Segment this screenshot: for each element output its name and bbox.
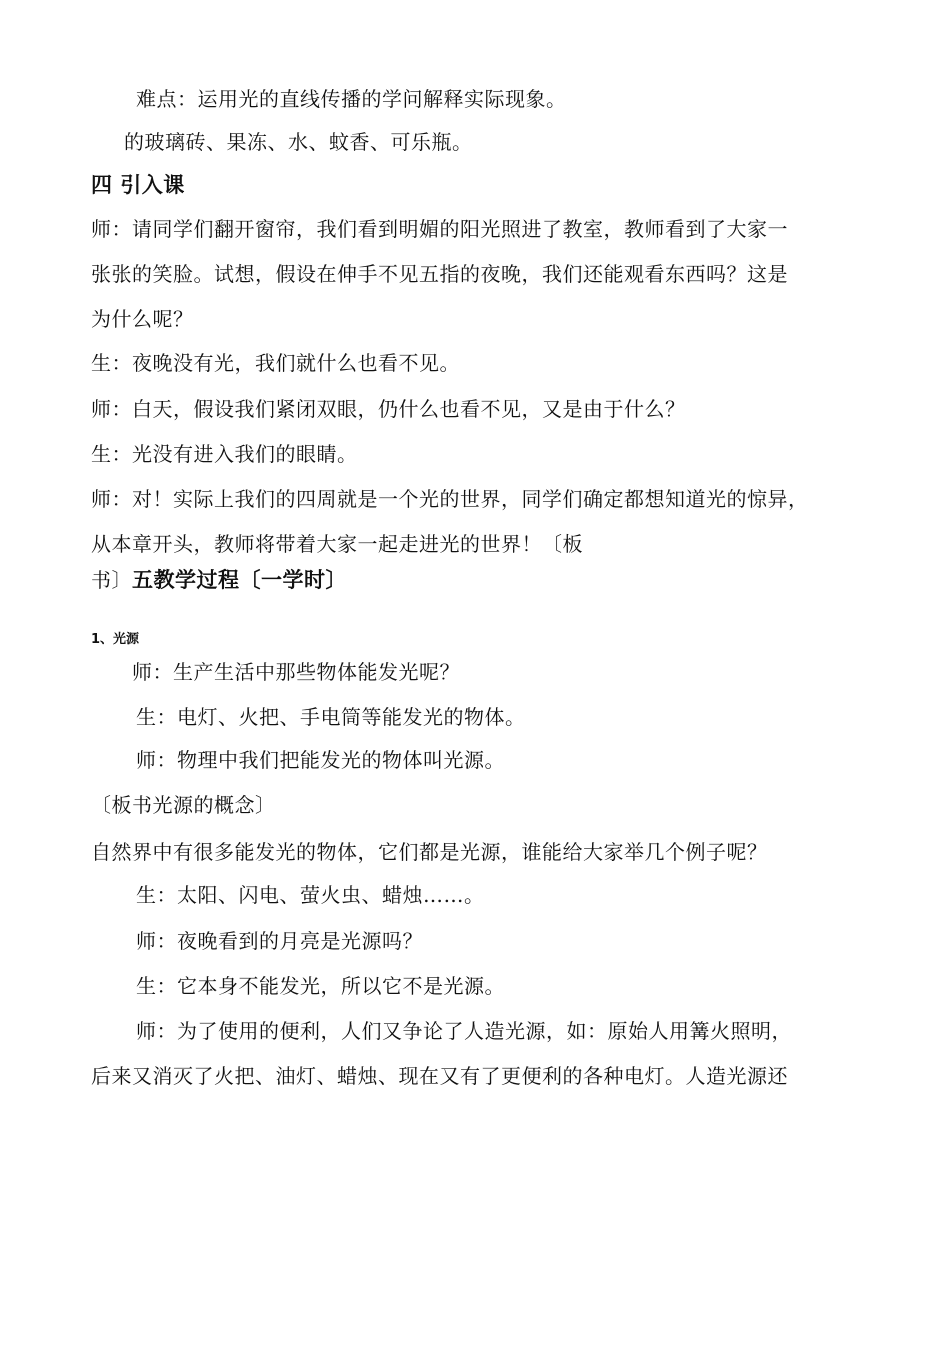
- subsection-heading-light-source: 1、光源: [91, 632, 140, 647]
- paragraph-line: 生：光没有进入我们的眼睛。: [91, 442, 358, 466]
- paragraph-line: 从本章开头，教师将带着大家一起走进光的世界！〔板: [91, 532, 583, 556]
- paragraph-line: 师：请同学们翻开窗帘，我们看到明媚的阳光照进了教室，教师看到了大家一: [91, 217, 788, 241]
- dialogue-line: 师：物理中我们把能发光的物体叫光源。: [136, 748, 505, 772]
- section-heading-intro: 四 引入课: [91, 173, 185, 197]
- paragraph-line: 张张的笑脸。试想，假设在伸手不见五指的夜晚，我们还能观看东西吗？这是: [91, 262, 788, 286]
- paragraph-fragment: 书〕: [91, 568, 132, 592]
- paragraph-line: 师：白天，假设我们紧闭双眼，仍什么也看不见，又是由于什么？: [91, 397, 686, 421]
- paragraph-line: 生：夜晚没有光，我们就什么也看不见。: [91, 351, 460, 375]
- note-line: 〔板书光源的概念〕: [91, 793, 276, 817]
- paragraph-line: [91, 566, 347, 594]
- paragraph-line: 为什么呢？: [91, 307, 194, 331]
- dialogue-line: 师：为了使用的便利，人们又争论了人造光源，如：原始人用篝火照明，: [136, 1019, 792, 1043]
- dialogue-line: 师：夜晚看到的月亮是光源吗？: [136, 929, 423, 953]
- paragraph-line: 后来又消灭了火把、油灯、蜡烛、现在又有了更便利的各种电灯。人造光源还: [91, 1064, 788, 1088]
- paragraph-line: 自然界中有很多能发光的物体，它们都是光源，谁能给大家举几个例子呢？: [91, 840, 768, 864]
- materials-line: 的玻璃砖、果冻、水、蚊香、可乐瓶。: [124, 130, 473, 154]
- section-heading-process: 五教学过程〔一学时〕: [132, 568, 347, 592]
- dialogue-line: 生：电灯、火把、手电筒等能发光的物体。: [136, 705, 526, 729]
- dialogue-line: 生：太阳、闪电、萤火虫、蜡烛……。: [136, 883, 485, 907]
- dialogue-line: 师：生产生活中那些物体能发光呢？: [132, 660, 460, 684]
- dialogue-line: 生：它本身不能发光，所以它不是光源。: [136, 974, 505, 998]
- difficulty-line: 难点：运用光的直线传播的学问解释实际现象。: [136, 87, 567, 111]
- paragraph-line: 师：对！实际上我们的四周就是一个光的世界，同学们确定都想知道光的惊异，: [91, 487, 809, 511]
